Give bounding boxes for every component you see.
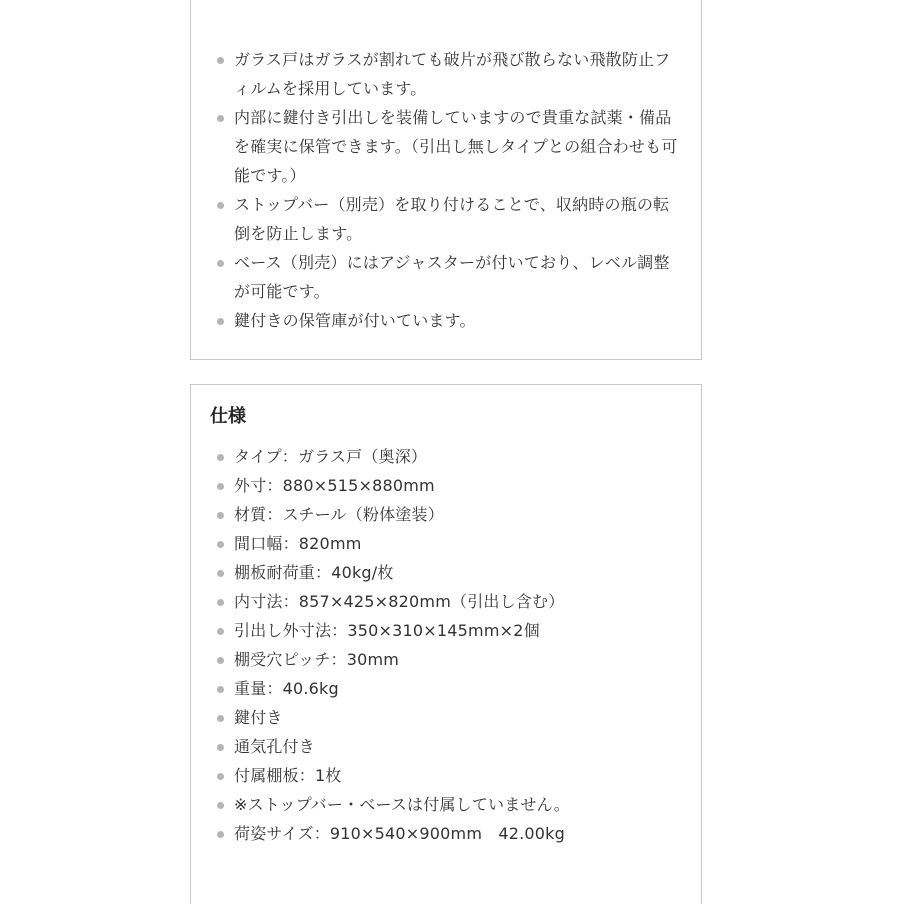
feature-item: ベース（別売）にはアジャスターが付いており、レベル調整が可能です。 <box>191 248 701 306</box>
spec-item: 内寸法：857×425×820mm（引出し含む） <box>191 587 701 616</box>
feature-item: ストップバー（別売）を取り付けることで、収納時の瓶の転倒を防止します。 <box>191 190 701 248</box>
features-list <box>191 0 701 335</box>
spec-item: 棚板耐荷重：40kg/枚 <box>191 558 701 587</box>
specs-title: 仕様 <box>210 406 246 427</box>
spec-item: 通気孔付き <box>191 732 701 761</box>
spec-item: 引出し外寸法：350×310×145mm×2個 <box>191 616 701 645</box>
feature-item: 内部に鍵付き引出しを装備していますので貴重な試薬・備品を確実に保管できます。（引出し無しタイプとの組合わせも可能です。） <box>191 103 701 190</box>
spec-item: 付属棚板：1枚 <box>191 761 701 790</box>
specs-list <box>191 431 701 848</box>
spec-item: ※ストップバー・ベースは付属していません。 <box>191 790 701 819</box>
features-box <box>190 0 702 360</box>
spec-item: 外寸：880×515×880mm <box>191 471 701 500</box>
spec-item: 材質：スチール（粉体塗装） <box>191 500 701 529</box>
spec-item: 鍵付き <box>191 703 701 732</box>
feature-item: ガラス戸はガラスが割れても破片が飛び散らない飛散防止フィルムを採用しています。 <box>191 45 701 103</box>
spec-item: 重量：40.6kg <box>191 674 701 703</box>
spec-item: 荷姿サイズ：910×540×900mm 42.00kg <box>191 819 701 848</box>
spec-item: 棚受穴ピッチ：30mm <box>191 645 701 674</box>
spec-item: タイプ：ガラス戸（奥深） <box>191 442 701 471</box>
feature-item: 鍵付きの保管庫が付いています。 <box>191 306 701 335</box>
specs-box <box>190 384 702 904</box>
spec-item: 間口幅：820mm <box>191 529 701 558</box>
